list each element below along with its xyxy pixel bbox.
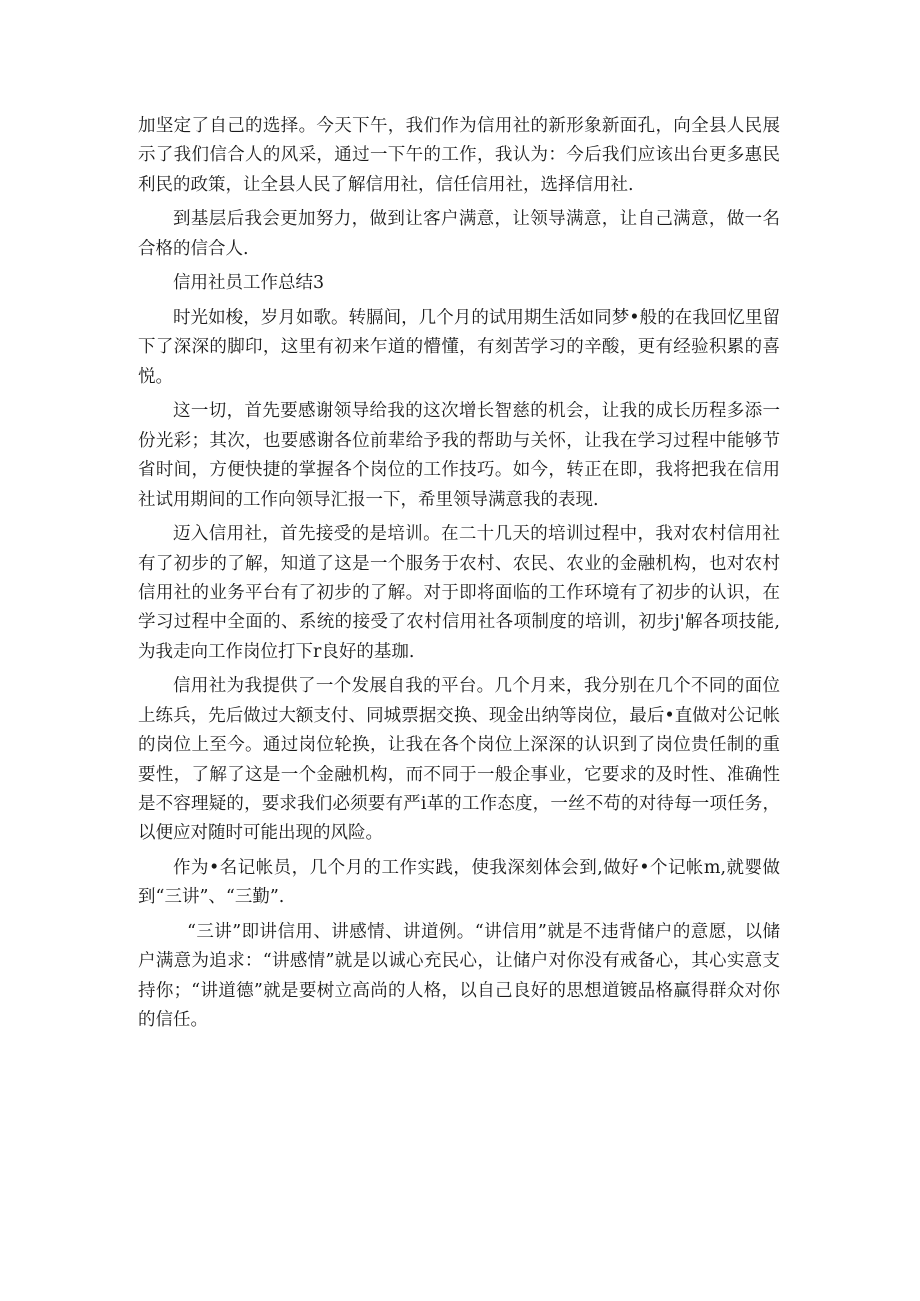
paragraph-8: “三讲”即讲信用、讲感情、讲道例。“讲信用”就是不违背储户的意愿，以储户满意为追求：“讲感情”就是以诚心充民心，让储户对你没有戒备心，其心实意支持你；“讲道德”就是要树立高尚的人格，以自己良好的思想道镀品格赢得群众对你的信任。 bbox=[138, 922, 780, 1031]
paragraph-5: 迈入信用社，首先接受的是培训。在二十几天的培训过程中，我对农村信用社有了初步的了解，知道了这是一个服务于农村、农民、农业的金融机构，也对农村信用社的业务平台有了初步的了解。对于即将面临的工作环境有了初步的认识，在学习过程中全面的、系统的接受了农村信用社各项制度的培训，初步j'解各项技能,为我走向工作岗位打下r良好的基珈. bbox=[138, 524, 780, 662]
paragraph-4: 这一切，首先要感谢领导给我的这次增长智慈的机会，让我的成长历程多添一份光彩；其次，也要感谢各位前辈给予我的帮助与关怀，让我在学习过程中能够节省时间，方便快捷的掌握各个岗位的工作技巧。如今，转正在即，我将把我在信用社试用期间的工作向领导汇报一下，希里领导满意我的表现. bbox=[138, 401, 780, 510]
section-heading: 信用社员工作总结3 bbox=[173, 273, 325, 294]
paragraph-6: 信用社为我提供了一个发展自我的平台。几个月来，我分别在几个不同的面位上练兵，先后做过大额支付、同城票据交换、现金出纳等岗位，最后•直做对公记帐的岗位上至今。通过岗位轮换，让我在各个岗位上深深的认识到了岗位贵任制的重要性，了解了这是一个金融机构，而不同于一般企事业，它要求的及时性、准确性是不容理疑的，要求我们必须要有严i革的工作态度，一丝不苟的对待每一项任务，以便应对随时可能出现的风险。 bbox=[138, 676, 780, 844]
paragraph-1: 加坚定了自己的选择。今天下午，我们作为信用社的新形象新面孔，向全县人民展示了我们信合人的风采，通过一下午的工作，我认为：今后我们应该出台更多惠民利民的政策，让全县人民了解信用社，信任信用社，选择信用社. bbox=[138, 116, 780, 195]
document-body bbox=[138, 112, 780, 1041]
paragraph-2: 到基层后我会更加努力，做到让客户满意，让领导满意，让自己满意，做一名合格的信合人. bbox=[138, 209, 780, 259]
paragraph-3: 时光如梭，岁月如歌。转膈间，几个月的试用期生活如同梦•般的在我回忆里留下了深深的脚印，这里有初来乍道的懵懂，有刻苦学习的辛酸，更有经验积累的喜悦。 bbox=[138, 308, 780, 387]
paragraph-7: 作为•名记帐员，几个月的工作实践，使我深刻体会到,做好•个记帐m,就婴做到“三讲”、“三勤”. bbox=[138, 858, 780, 908]
